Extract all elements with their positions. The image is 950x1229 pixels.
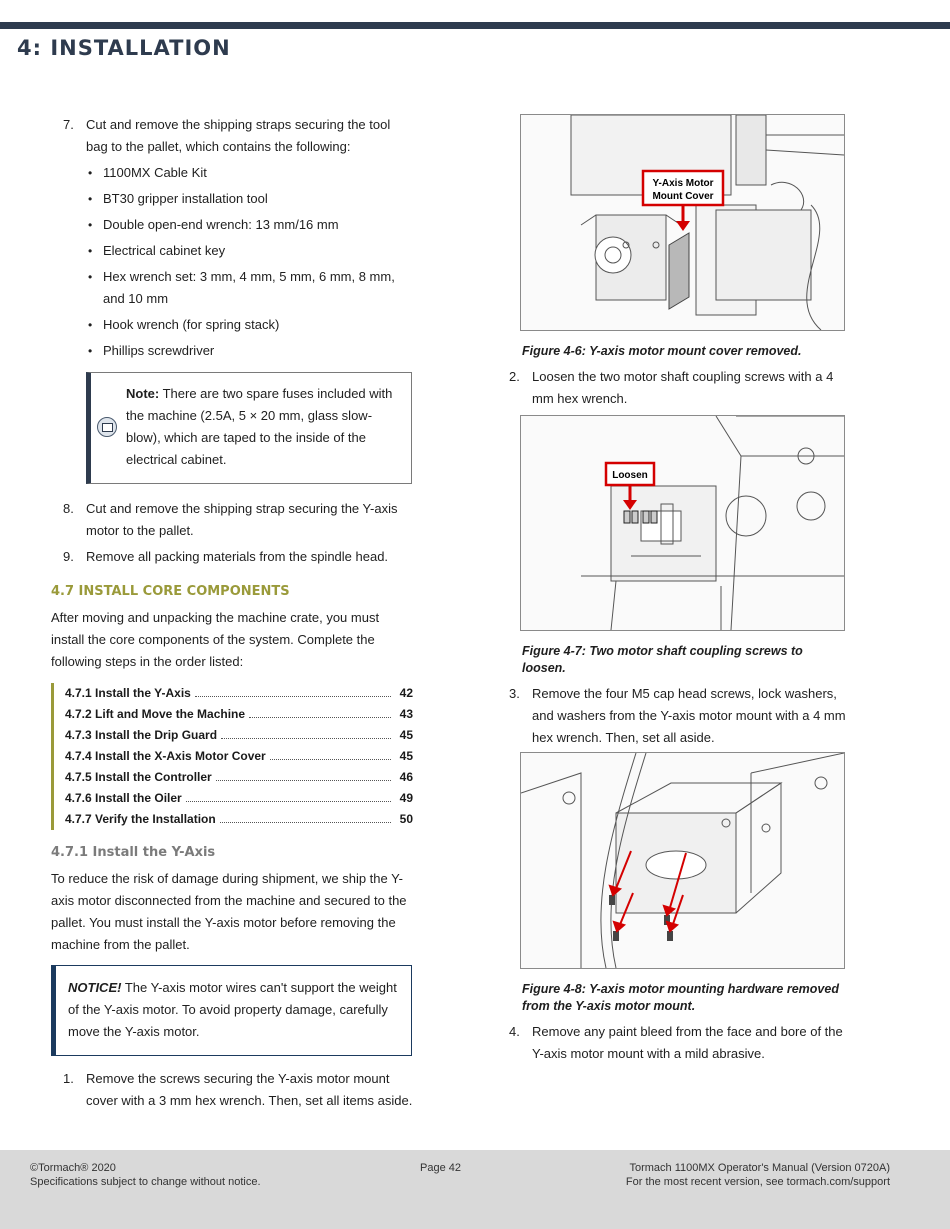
step-text: Cut and remove the shipping strap securing the Y-axis motor to the pallet. bbox=[86, 501, 398, 538]
notice-box bbox=[51, 965, 412, 1056]
subsection-heading: 4.7.1 Install the Y-Axis bbox=[51, 845, 216, 860]
manual-title: Tormach 1100MX Operator's Manual (Version 0720A) bbox=[629, 1162, 890, 1174]
list-item: • Double open-end wrench: 13 mm/16 mm bbox=[86, 214, 413, 236]
step-8 bbox=[51, 498, 413, 542]
mounting-hardware-illustration bbox=[521, 753, 844, 968]
figure-4-8 bbox=[520, 752, 845, 969]
page-number: Page 42 bbox=[420, 1162, 461, 1174]
footer-left bbox=[30, 1161, 261, 1189]
toc-page: 46 bbox=[399, 770, 413, 784]
figure-caption: Figure 4-7: Two motor shaft coupling screws to loosen. bbox=[522, 644, 803, 675]
support-link[interactable]: For the most recent version, see tormach.com/support bbox=[625, 1176, 890, 1188]
toc-page: 45 bbox=[399, 728, 413, 742]
toc-leader bbox=[216, 780, 391, 781]
right-column bbox=[497, 114, 847, 1065]
callout-label: Mount Cover bbox=[652, 191, 714, 202]
toc-page: 45 bbox=[399, 749, 413, 763]
step-7 bbox=[51, 114, 413, 158]
toc-label: 4.7.5 Install the Controller bbox=[65, 770, 212, 784]
step-number: 1. bbox=[63, 1071, 74, 1086]
toc-label: 4.7.3 Install the Drip Guard bbox=[65, 728, 218, 742]
callout-label: Y-Axis Motor bbox=[652, 178, 714, 189]
toc-label: 4.7.7 Verify the Installation bbox=[65, 812, 216, 826]
step-text: Cut and remove the shipping straps securing the tool bag to the pallet, which contains the following: bbox=[86, 117, 391, 154]
step-number: 4. bbox=[509, 1024, 520, 1039]
page-footer bbox=[0, 1150, 950, 1229]
section-intro: After moving and unpacking the machine crate, you must install the core components of the system. Complete the following steps in the order listed: bbox=[51, 610, 380, 669]
copyright-text: ©Tormach® 2020 bbox=[30, 1162, 116, 1174]
toc-leader bbox=[195, 696, 391, 697]
note-icon bbox=[97, 417, 117, 437]
step-text: Loosen the two motor shaft coupling screws with a 4 mm hex wrench. bbox=[532, 369, 834, 406]
figure-4-6 bbox=[520, 114, 845, 331]
step-9 bbox=[51, 546, 413, 568]
toc-leader bbox=[186, 801, 391, 802]
list-item: • Electrical cabinet key bbox=[86, 240, 413, 262]
toc-entry[interactable] bbox=[65, 767, 413, 788]
step-text: Remove all packing materials from the spindle head. bbox=[86, 549, 389, 564]
step-text: Remove the four M5 cap head screws, lock washers, and washers from the Y-axis motor mount with a 4 mm hex wrench. Then, set all aside. bbox=[532, 686, 846, 745]
subsection-intro: To reduce the risk of damage during shipment, we ship the Y-axis motor disconnected from the machine and secured to the pallet. You must install the Y-axis motor before removing the machine from the pallet. bbox=[51, 871, 407, 952]
toc-entry[interactable] bbox=[65, 746, 413, 767]
toc-label: 4.7.2 Lift and Move the Machine bbox=[65, 707, 246, 721]
header-bar bbox=[0, 22, 950, 29]
motor-mount-illustration bbox=[521, 115, 844, 330]
list-item: • Phillips screwdriver bbox=[86, 340, 413, 362]
step-4 bbox=[497, 1021, 847, 1065]
toc-entry[interactable] bbox=[65, 704, 413, 725]
step-number: 2. bbox=[509, 369, 520, 384]
left-column bbox=[51, 114, 413, 1112]
note-label: Note: bbox=[126, 386, 160, 401]
toc-entry[interactable] bbox=[65, 788, 413, 809]
note-text: There are two spare fuses included with the machine (2.5A, 5 × 20 mm, glass slow-blow), which are taped to the inside of the electrical cabinet. bbox=[126, 386, 393, 467]
step-1 bbox=[51, 1068, 413, 1112]
toc-label: 4.7.6 Install the Oiler bbox=[65, 791, 182, 805]
step-number: 8. bbox=[63, 501, 74, 516]
figure-4-7 bbox=[520, 415, 845, 631]
notice-label: NOTICE! bbox=[68, 980, 122, 995]
toc-leader bbox=[249, 717, 391, 718]
tool-bag-list bbox=[51, 162, 413, 362]
footer-right bbox=[626, 1161, 890, 1189]
toc-entry[interactable] bbox=[65, 725, 413, 746]
toc-leader bbox=[220, 822, 391, 823]
toc-page: 49 bbox=[399, 791, 413, 805]
step-text: Remove any paint bleed from the face and bore of the Y-axis motor mount with a mild abrasive. bbox=[532, 1024, 843, 1061]
disclaimer-text: Specifications subject to change without notice. bbox=[30, 1176, 261, 1188]
step-number: 9. bbox=[63, 549, 74, 564]
list-item: • BT30 gripper installation tool bbox=[86, 188, 413, 210]
callout-label: Loosen bbox=[612, 470, 648, 481]
toc-leader bbox=[270, 759, 391, 760]
step-number: 3. bbox=[509, 686, 520, 701]
toc-label: 4.7.1 Install the Y-Axis bbox=[65, 686, 191, 700]
figure-caption: Figure 4-8: Y-axis motor mounting hardware removed from the Y-axis motor mount. bbox=[522, 982, 839, 1013]
step-text: Remove the screws securing the Y-axis motor mount cover with a 3 mm hex wrench. Then, set all items aside. bbox=[86, 1071, 413, 1108]
toc-page: 42 bbox=[399, 686, 413, 700]
toc-entry[interactable] bbox=[65, 683, 413, 704]
step-number: 7. bbox=[63, 117, 74, 132]
coupling-screws-illustration bbox=[521, 416, 844, 630]
notice-text: The Y-axis motor wires can't support the weight of the Y-axis motor. To avoid property damage, carefully move the Y-axis motor. bbox=[68, 980, 397, 1039]
toc-entry[interactable] bbox=[65, 809, 413, 830]
toc-leader bbox=[221, 738, 391, 739]
list-item: • Hook wrench (for spring stack) bbox=[86, 314, 413, 336]
list-item: • Hex wrench set: 3 mm, 4 mm, 5 mm, 6 mm, 8 mm, and 10 mm bbox=[86, 266, 413, 310]
section-heading: 4.7 INSTALL CORE COMPONENTS bbox=[51, 584, 290, 599]
section-title: 4: INSTALLATION bbox=[17, 36, 231, 60]
toc-page: 50 bbox=[399, 812, 413, 826]
list-item: • 1100MX Cable Kit bbox=[86, 162, 413, 184]
toc-label: 4.7.4 Install the X-Axis Motor Cover bbox=[65, 749, 266, 763]
step-2 bbox=[497, 366, 847, 410]
table-of-contents bbox=[51, 683, 413, 830]
step-3 bbox=[497, 683, 847, 749]
toc-page: 43 bbox=[399, 707, 413, 721]
note-box bbox=[86, 372, 412, 484]
figure-caption: Figure 4-6: Y-axis motor mount cover removed. bbox=[522, 344, 802, 358]
